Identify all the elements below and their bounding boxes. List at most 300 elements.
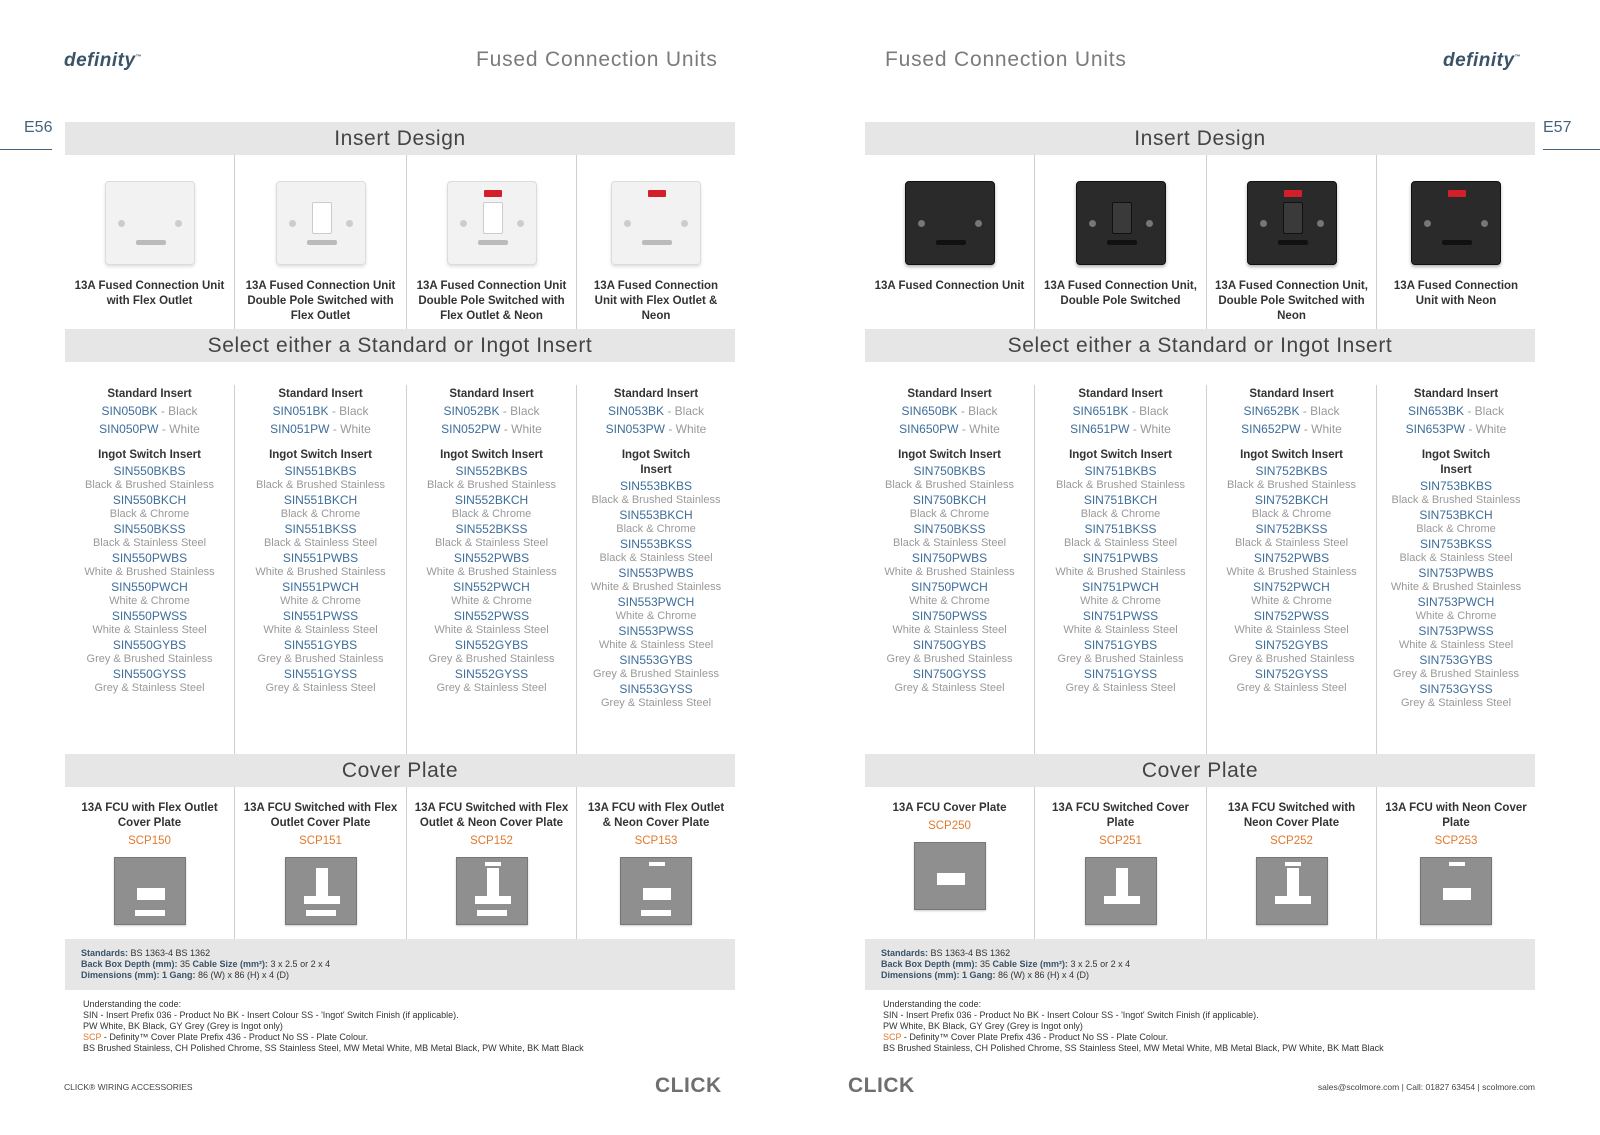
finish-name: Grey & Stainless Steel bbox=[600, 697, 712, 709]
product-code: SIN750BKCH bbox=[912, 493, 987, 507]
switch-rocker bbox=[483, 202, 503, 234]
finish-name: White & Brushed Stainless bbox=[590, 581, 722, 593]
product-code: SIN553GYBS bbox=[619, 653, 693, 667]
product-code: SIN553BKBS bbox=[619, 479, 693, 493]
product-code: SIN050BK bbox=[101, 404, 158, 418]
plate-cutout bbox=[316, 868, 328, 898]
standard-insert-code bbox=[865, 420, 1034, 438]
colour-name: - White bbox=[958, 422, 1000, 436]
ingot-code-group bbox=[865, 667, 1034, 695]
product-title: 13A Fused Connection Unit Double Pole Switched with Flex Outlet bbox=[245, 280, 396, 322]
product-codes-column bbox=[577, 385, 735, 754]
product-code: SIN552GYBS bbox=[454, 638, 529, 652]
plate-cutout bbox=[1104, 896, 1140, 904]
screw-icon bbox=[517, 220, 524, 227]
product-code: SIN551GYBS bbox=[283, 638, 358, 652]
specifications-box bbox=[865, 939, 1535, 990]
standard-insert-label: Standard Insert bbox=[1078, 388, 1163, 400]
product-code: SIN752GYSS bbox=[1254, 667, 1329, 681]
product-code: SIN752PWSS bbox=[1253, 609, 1330, 623]
spec-label: Back Box Depth (mm): bbox=[881, 959, 978, 969]
ingot-code-group bbox=[1035, 522, 1206, 550]
catalog-content bbox=[865, 122, 1535, 1063]
spec-value: BS 1363-4 BS 1362 bbox=[928, 948, 1011, 958]
finish-name: White & Brushed Stainless bbox=[1390, 581, 1522, 593]
ingot-code-group bbox=[407, 464, 576, 492]
finish-name: White & Stainless Steel bbox=[434, 624, 549, 636]
finish-name: Black & Stainless Steel bbox=[892, 537, 1007, 549]
finish-name: Black & Brushed Stainless bbox=[426, 479, 556, 491]
colour-name: - White bbox=[158, 422, 200, 436]
finish-name: Grey & Stainless Steel bbox=[894, 682, 1005, 694]
ingot-code-group bbox=[865, 493, 1034, 521]
finish-name: Grey & Brushed Stainless bbox=[886, 653, 1013, 665]
ingot-code-group bbox=[865, 609, 1034, 637]
ingot-code-group bbox=[407, 638, 576, 666]
cover-plate-sku: SCP252 bbox=[1270, 835, 1313, 847]
product-code: SIN751GYBS bbox=[1083, 638, 1158, 652]
ingot-code-group bbox=[65, 667, 234, 695]
product-code: SIN553PWCH bbox=[617, 595, 695, 609]
product-code: SIN550PWCH bbox=[111, 580, 188, 594]
guide-heading: Understanding the code: bbox=[883, 999, 982, 1009]
ingot-insert-label: Ingot Switch Insert bbox=[621, 449, 691, 476]
spec-label: Back Box Depth (mm): bbox=[81, 959, 178, 969]
plate-cutout bbox=[937, 873, 965, 885]
colour-name: - Black bbox=[328, 404, 369, 418]
page-title: Fused Connection Units bbox=[885, 48, 1127, 71]
ingot-code-group bbox=[865, 464, 1034, 492]
switch-rocker bbox=[1283, 202, 1303, 234]
screw-icon bbox=[1317, 220, 1324, 227]
ingot-code-group bbox=[407, 580, 576, 608]
finish-name: White & Brushed Stainless bbox=[255, 566, 386, 578]
cover-plate-sku: SCP253 bbox=[1434, 835, 1478, 847]
plate-cutout bbox=[649, 862, 665, 866]
specifications-box bbox=[65, 939, 735, 990]
product-code: SIN750BKBS bbox=[913, 464, 986, 478]
standard-insert-label: Standard Insert bbox=[1249, 388, 1334, 400]
product-code: SIN550BKSS bbox=[113, 522, 186, 536]
finish-name: White & Chrome bbox=[1251, 595, 1332, 607]
finish-name: Black & Chrome bbox=[909, 508, 990, 520]
ingot-insert-label: Ingot Switch Insert bbox=[98, 449, 201, 461]
screw-icon bbox=[346, 220, 353, 227]
finish-name: White & Chrome bbox=[1415, 610, 1497, 622]
cover-plate-sku: SCP250 bbox=[928, 820, 971, 832]
standard-insert-code bbox=[1377, 402, 1535, 420]
guide-line bbox=[83, 1032, 717, 1043]
plate-cutout bbox=[641, 910, 671, 916]
product-code: SIN753BKSS bbox=[1419, 537, 1493, 551]
cover-plate-image bbox=[914, 842, 986, 910]
cover-plate-sku: SCP153 bbox=[634, 835, 678, 847]
cover-plate-title: 13A FCU Switched Cover Plate bbox=[1052, 802, 1189, 829]
screw-icon bbox=[681, 220, 688, 227]
guide-line: PW White, BK Black, GY Grey (Grey is Ingot only) bbox=[883, 1021, 1083, 1031]
ingot-insert-label: Ingot Switch Insert bbox=[1240, 449, 1343, 461]
finish-name: White & Brushed Stainless bbox=[1055, 566, 1186, 578]
ingot-code-group bbox=[577, 508, 735, 536]
product-insert-image bbox=[276, 181, 366, 265]
cover-plate-title: 13A FCU with Flex Outlet Cover Plate bbox=[81, 802, 218, 829]
product-code: SIN550PWSS bbox=[111, 609, 188, 623]
cover-plate-title: 13A FCU with Flex Outlet & Neon Cover Plate bbox=[587, 802, 725, 829]
standard-insert-code bbox=[407, 402, 576, 420]
product-code: SIN752PWBS bbox=[1253, 551, 1330, 565]
product-codes-column bbox=[1207, 385, 1377, 754]
finish-name: Grey & Brushed Stainless bbox=[257, 653, 384, 665]
cover-plate-image bbox=[456, 857, 528, 925]
product-codes-column bbox=[407, 385, 577, 754]
product-column bbox=[407, 155, 577, 329]
ingot-code-group bbox=[1035, 551, 1206, 579]
ingot-code-group bbox=[1207, 522, 1376, 550]
product-code: SIN753GYSS bbox=[1419, 682, 1493, 696]
product-code: SIN550PWBS bbox=[111, 551, 188, 565]
plate-cutout bbox=[1116, 868, 1128, 898]
ingot-code-group bbox=[1035, 493, 1206, 521]
product-code: SIN750PWSS bbox=[911, 609, 988, 623]
spec-line bbox=[881, 970, 1519, 981]
screw-icon bbox=[1089, 220, 1096, 227]
plate-cutout bbox=[487, 868, 499, 898]
cover-plate-sku: SCP151 bbox=[299, 835, 342, 847]
cover-plate-image bbox=[285, 857, 357, 925]
brand-logo: definity™ bbox=[1443, 50, 1522, 71]
cover-plate-sku: SCP152 bbox=[470, 835, 513, 847]
product-code: SIN750PWBS bbox=[911, 551, 988, 565]
spec-value: 86 (W) x 86 (H) x 4 (D) bbox=[195, 970, 290, 980]
spec-line bbox=[881, 959, 1519, 970]
finish-name: White & Stainless Steel bbox=[598, 639, 714, 651]
product-code: SIN753PWBS bbox=[1418, 566, 1494, 580]
spec-value: 86 (W) x 86 (H) x 4 (D) bbox=[995, 970, 1090, 980]
cover-plate-column bbox=[1377, 787, 1535, 939]
ingot-code-group bbox=[865, 580, 1034, 608]
ingot-code-group bbox=[1377, 682, 1535, 710]
product-code: SIN650PW bbox=[899, 422, 959, 436]
spec-value: 3 x 2.5 or 2 x 4 bbox=[1068, 959, 1131, 969]
ingot-code-group bbox=[235, 551, 406, 579]
guide-prefix: SCP bbox=[83, 1032, 102, 1042]
standard-insert-code bbox=[407, 420, 576, 438]
product-code: SIN753PWSS bbox=[1418, 624, 1494, 638]
plate-cutout bbox=[475, 896, 511, 904]
finish-name: White & Chrome bbox=[1080, 595, 1161, 607]
product-codes-column bbox=[235, 385, 407, 754]
finish-name: Grey & Stainless Steel bbox=[1236, 682, 1347, 694]
product-code: SIN752BKBS bbox=[1255, 464, 1328, 478]
plate-cutout bbox=[1275, 896, 1311, 904]
ingot-code-group bbox=[65, 609, 234, 637]
product-column bbox=[577, 155, 735, 329]
finish-name: White & Brushed Stainless bbox=[1226, 566, 1357, 578]
ingot-code-group bbox=[577, 479, 735, 507]
ingot-code-group bbox=[1377, 479, 1535, 507]
finish-name: Black & Stainless Steel bbox=[1063, 537, 1178, 549]
cover-plate-column bbox=[235, 787, 407, 939]
finish-name: Black & Chrome bbox=[451, 508, 532, 520]
section-bar-insert-design: Insert Design bbox=[865, 122, 1535, 155]
ingot-code-group bbox=[1207, 638, 1376, 666]
screw-icon bbox=[918, 220, 925, 227]
guide-line: SIN - Insert Prefix 036 - Product No BK - Insert Colour SS - 'Ingot' Switch Finish (if applicable). bbox=[883, 1010, 1259, 1020]
ingot-code-group bbox=[1377, 537, 1535, 565]
flex-outlet bbox=[1278, 240, 1308, 245]
product-insert-image bbox=[1076, 181, 1166, 265]
product-code: SIN752PWCH bbox=[1253, 580, 1330, 594]
ingot-code-group bbox=[1035, 667, 1206, 695]
cover-plate-column bbox=[577, 787, 735, 939]
finish-name: White & Brushed Stainless bbox=[426, 566, 557, 578]
ingot-code-group bbox=[577, 653, 735, 681]
product-code: SIN752GYBS bbox=[1254, 638, 1329, 652]
ingot-code-group bbox=[235, 522, 406, 550]
product-code: SIN053PW bbox=[605, 422, 665, 436]
guide-line: SIN - Insert Prefix 036 - Product No BK - Insert Colour SS - 'Ingot' Switch Finish (if applicable). bbox=[83, 1010, 459, 1020]
finish-name: Grey & Stainless Steel bbox=[1400, 697, 1512, 709]
finish-name: White & Stainless Steel bbox=[1398, 639, 1514, 651]
guide-line: PW White, BK Black, GY Grey (Grey is Ingot only) bbox=[83, 1021, 283, 1031]
product-code: SIN751GYSS bbox=[1083, 667, 1158, 681]
screw-icon bbox=[624, 220, 631, 227]
guide-heading: Understanding the code: bbox=[83, 999, 182, 1009]
cover-plate-column bbox=[407, 787, 577, 939]
colour-name: - White bbox=[329, 422, 371, 436]
product-code: SIN751PWCH bbox=[1082, 580, 1159, 594]
ingot-code-group bbox=[235, 464, 406, 492]
plate-cutout bbox=[643, 888, 671, 900]
product-code: SIN553GYSS bbox=[619, 682, 693, 696]
ingot-code-group bbox=[1035, 609, 1206, 637]
product-code: SIN751BKCH bbox=[1083, 493, 1158, 507]
standard-insert-code bbox=[865, 402, 1034, 420]
colour-name: - White bbox=[1300, 422, 1342, 436]
finish-name: Black & Brushed Stainless bbox=[84, 479, 214, 491]
standard-insert-code bbox=[65, 420, 234, 438]
finish-name: Black & Chrome bbox=[1080, 508, 1161, 520]
product-code: SIN750BKSS bbox=[913, 522, 986, 536]
finish-name: White & Chrome bbox=[109, 595, 190, 607]
finish-name: White & Chrome bbox=[280, 595, 361, 607]
product-code: SIN552PWBS bbox=[453, 551, 530, 565]
standard-insert-code bbox=[65, 402, 234, 420]
section-bar-select-insert: Select either a Standard or Ingot Insert bbox=[65, 329, 735, 362]
finish-name: Black & Chrome bbox=[1251, 508, 1332, 520]
plate-cutout bbox=[485, 862, 501, 866]
screw-icon bbox=[460, 220, 467, 227]
page-number-rule bbox=[1543, 149, 1600, 150]
spec-value: 35 bbox=[977, 959, 993, 969]
neon-indicator bbox=[1284, 190, 1302, 197]
spec-value: 35 bbox=[177, 959, 193, 969]
finish-name: Black & Stainless Steel bbox=[263, 537, 378, 549]
product-code: SIN052BK bbox=[443, 404, 500, 418]
finish-name: Grey & Brushed Stainless bbox=[1393, 668, 1519, 680]
product-codes-column bbox=[65, 385, 235, 754]
switch-rocker bbox=[312, 202, 332, 234]
brand-logo: definity™ bbox=[64, 50, 143, 71]
colour-name: - White bbox=[1465, 422, 1507, 436]
product-code: SIN653PW bbox=[1405, 422, 1465, 436]
product-code: SIN551BKCH bbox=[283, 493, 358, 507]
neon-indicator bbox=[484, 190, 502, 197]
product-code: SIN751PWSS bbox=[1082, 609, 1159, 623]
product-code: SIN653BK bbox=[1407, 404, 1465, 418]
plate-cutout bbox=[304, 896, 340, 904]
product-code: SIN550GYBS bbox=[112, 638, 187, 652]
code-guide bbox=[65, 990, 735, 1063]
guide-line: BS Brushed Stainless, CH Polished Chrome, SS Stainless Steel, MW Metal White, MB Metal Black, PW White, BK Matt Black bbox=[83, 1043, 584, 1053]
product-column bbox=[1035, 155, 1207, 329]
plate-cutout bbox=[137, 888, 165, 900]
product-code: SIN051PW bbox=[270, 422, 330, 436]
flex-outlet bbox=[307, 240, 337, 245]
product-title: 13A Fused Connection Unit Double Pole Switched with Flex Outlet & Neon bbox=[416, 280, 567, 322]
ingot-code-group bbox=[65, 638, 234, 666]
standard-insert-code bbox=[1207, 420, 1376, 438]
spec-line bbox=[81, 970, 719, 981]
ingot-code-group bbox=[577, 537, 735, 565]
ingot-code-group bbox=[407, 493, 576, 521]
product-code: SIN752BKCH bbox=[1254, 493, 1329, 507]
finish-name: Grey & Brushed Stainless bbox=[86, 653, 213, 665]
page-right bbox=[800, 0, 1600, 1135]
standard-insert-code bbox=[1035, 420, 1206, 438]
catalog-content bbox=[65, 122, 735, 1063]
standard-insert-label: Standard Insert bbox=[278, 388, 363, 400]
product-code: SIN553PWBS bbox=[618, 566, 694, 580]
plate-cutout bbox=[135, 910, 165, 916]
screw-icon bbox=[1481, 220, 1488, 227]
insert-design-row bbox=[65, 155, 735, 329]
product-title: 13A Fused Connection Unit, Double Pole Switched bbox=[1044, 280, 1197, 307]
ingot-code-group bbox=[65, 522, 234, 550]
finish-name: Black & Stainless Steel bbox=[599, 552, 713, 564]
finish-name: Grey & Stainless Steel bbox=[436, 682, 547, 694]
product-title: 13A Fused Connection Unit with Flex Outlet bbox=[74, 280, 225, 307]
finish-name: Grey & Brushed Stainless bbox=[428, 653, 555, 665]
plate-cutout bbox=[477, 910, 507, 916]
footer-text: sales@scolmore.com | Call: 01827 63454 | scolmore.com bbox=[1317, 1082, 1535, 1092]
colour-name: - Black bbox=[499, 404, 540, 418]
standard-insert-label: Standard Insert bbox=[449, 388, 534, 400]
finish-name: Black & Stainless Steel bbox=[1399, 552, 1513, 564]
colour-name: - White bbox=[1129, 422, 1171, 436]
cover-plate-column bbox=[1035, 787, 1207, 939]
ingot-code-group bbox=[65, 464, 234, 492]
flex-outlet bbox=[1442, 240, 1472, 245]
plate-cutout bbox=[1443, 888, 1471, 900]
product-code: SIN551PWSS bbox=[282, 609, 359, 623]
standard-insert-code bbox=[235, 402, 406, 420]
product-codes-column bbox=[1377, 385, 1535, 754]
product-title: 13A Fused Connection Unit, Double Pole Switched with Neon bbox=[1215, 280, 1368, 322]
cover-plate-sku: SCP150 bbox=[128, 835, 171, 847]
colour-name: - Black bbox=[1128, 404, 1169, 418]
colour-name: - Black bbox=[1464, 404, 1505, 418]
finish-name: Grey & Stainless Steel bbox=[265, 682, 376, 694]
product-column bbox=[65, 155, 235, 329]
spec-line bbox=[881, 948, 1519, 959]
cover-plate-sku: SCP251 bbox=[1099, 835, 1142, 847]
finish-name: White & Stainless Steel bbox=[1063, 624, 1178, 636]
finish-name: White & Brushed Stainless bbox=[84, 566, 215, 578]
product-insert-image bbox=[447, 181, 537, 265]
product-code: SIN551PWCH bbox=[282, 580, 359, 594]
product-code: SIN753BKBS bbox=[1419, 479, 1493, 493]
ingot-code-group bbox=[1035, 464, 1206, 492]
product-code: SIN551BKSS bbox=[284, 522, 357, 536]
finish-name: White & Stainless Steel bbox=[263, 624, 378, 636]
ingot-code-group bbox=[1207, 493, 1376, 521]
product-code: SIN550GYSS bbox=[112, 667, 187, 681]
finish-name: Black & Brushed Stainless bbox=[591, 494, 721, 506]
ingot-code-group bbox=[1377, 566, 1535, 594]
screw-icon bbox=[175, 220, 182, 227]
section-bar-cover-plate: Cover Plate bbox=[865, 754, 1535, 787]
finish-name: Grey & Stainless Steel bbox=[94, 682, 205, 694]
ingot-insert-label: Ingot Switch Insert bbox=[898, 449, 1001, 461]
ingot-code-group bbox=[65, 580, 234, 608]
standard-insert-code bbox=[235, 420, 406, 438]
ingot-code-group bbox=[235, 580, 406, 608]
cover-plate-image bbox=[1420, 857, 1492, 925]
guide-prefix: SCP bbox=[883, 1032, 902, 1042]
ingot-code-group bbox=[407, 551, 576, 579]
colour-name: - Black bbox=[157, 404, 198, 418]
finish-name: White & Chrome bbox=[615, 610, 697, 622]
finish-name: Black & Brushed Stainless bbox=[255, 479, 385, 491]
footer-text: CLICK® WIRING ACCESSORIES bbox=[64, 1082, 193, 1092]
standard-insert-code bbox=[1207, 402, 1376, 420]
ingot-code-group bbox=[577, 566, 735, 594]
ingot-code-group bbox=[235, 638, 406, 666]
ingot-code-group bbox=[65, 551, 234, 579]
code-guide bbox=[865, 990, 1535, 1063]
guide-text: - Definity™ Cover Plate Prefix 436 - Product No SS - Plate Colour. bbox=[101, 1032, 368, 1042]
finish-name: Black & Brushed Stainless bbox=[1226, 479, 1356, 491]
ingot-code-group bbox=[235, 493, 406, 521]
product-code: SIN053BK bbox=[607, 404, 665, 418]
spec-line bbox=[81, 948, 719, 959]
section-bar-select-insert: Select either a Standard or Ingot Insert bbox=[865, 329, 1535, 362]
product-code: SIN652BK bbox=[1243, 404, 1300, 418]
spec-label: Dimensions (mm): bbox=[81, 970, 160, 980]
ingot-insert-label: Ingot Switch Insert bbox=[1421, 449, 1491, 476]
cover-plate-title: 13A FCU with Neon Cover Plate bbox=[1385, 802, 1527, 829]
standard-insert-label: Standard Insert bbox=[1413, 388, 1499, 400]
insert-codes-row bbox=[865, 362, 1535, 754]
product-code: SIN051BK bbox=[272, 404, 329, 418]
guide-line bbox=[883, 1032, 1517, 1043]
product-title: 13A Fused Connection Unit bbox=[874, 280, 1025, 292]
finish-name: Grey & Brushed Stainless bbox=[593, 668, 719, 680]
ingot-code-group bbox=[235, 667, 406, 695]
spec-label: Standards: bbox=[81, 948, 129, 958]
product-code: SIN651PW bbox=[1070, 422, 1130, 436]
ingot-code-group bbox=[865, 551, 1034, 579]
product-column bbox=[865, 155, 1035, 329]
product-code: SIN753PWCH bbox=[1417, 595, 1495, 609]
product-insert-image bbox=[105, 181, 195, 265]
finish-name: White & Chrome bbox=[451, 595, 532, 607]
product-code: SIN753BKCH bbox=[1419, 508, 1493, 522]
product-code: SIN552PWCH bbox=[453, 580, 530, 594]
flex-outlet bbox=[136, 240, 166, 245]
product-title: 13A Fused Connection Unit with Neon bbox=[1393, 280, 1519, 307]
